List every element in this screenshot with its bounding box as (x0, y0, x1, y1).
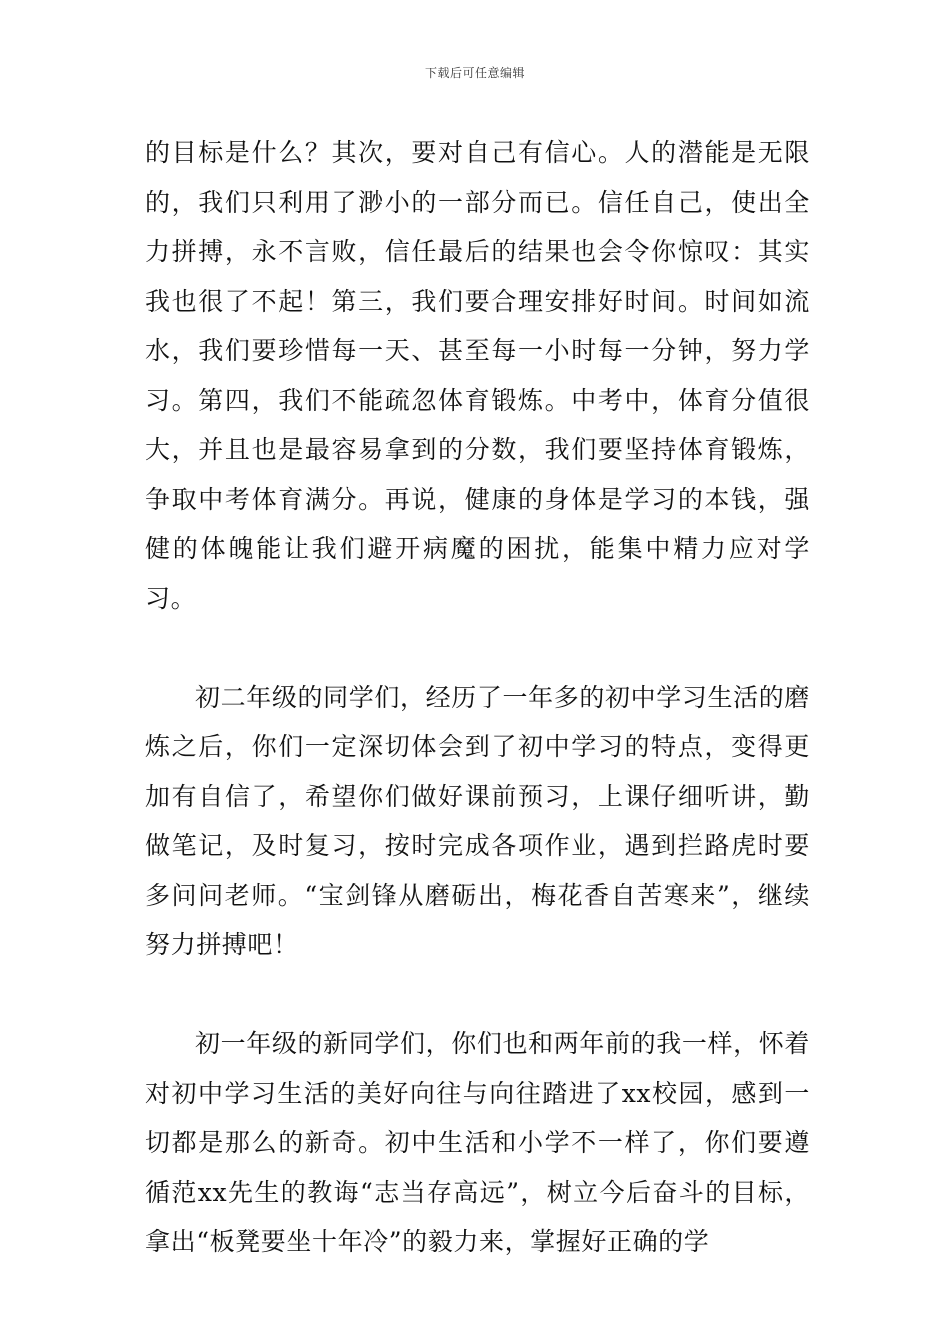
document-body (145, 128, 810, 1267)
paragraph-2: 初二年级的同学们，经历了一年多的初中学习生活的磨炼之后，你们一定深切体会到了初中学习的特点，变得更加有自信了，希望你们做好课前预习，上课仔细听讲，勤做笔记，及时复习，按时完成各项作业，遇到拦路虎时要多问问老师。“宝剑锋从磨砺出，梅花香自苦寒来”，继续努力拼搏吧！ (145, 682, 810, 959)
paragraph-1: 的目标是什么？其次，要对自己有信心。人的潜能是无限的，我们只利用了渺小的一部分而已。信任自己，使出全力拼搏，永不言败，信任最后的结果也会令你惊叹：其实我也很了不起！第三，我们要合理安排好时间。时间如流水，我们要珍惜每一天、甚至每一小时每一分钟，努力学习。第四，我们不能疏忽体育锻炼。中考中，体育分值很大，并且也是最容易拿到的分数，我们要坚持体育锻炼，争取中考体育满分。再说，健康的身体是学习的本钱，强健的体魄能让我们避开病魔的困扰，能集中精力应对学习。 (145, 138, 810, 613)
paragraph-3: 初一年级的新同学们，你们也和两年前的我一样，怀着对初中学习生活的美好向往与向往踏进了xx校园，感到一切都是那么的新奇。初中生活和小学不一样了，你们要遵循范xx先生的教诲“志当存高远”，树立今后奋斗的目标，拿出“板凳要坐十年冷”的毅力来，掌握好正确的学 (145, 1029, 810, 1256)
page-header: 下载后可任意编辑 (424, 66, 525, 80)
